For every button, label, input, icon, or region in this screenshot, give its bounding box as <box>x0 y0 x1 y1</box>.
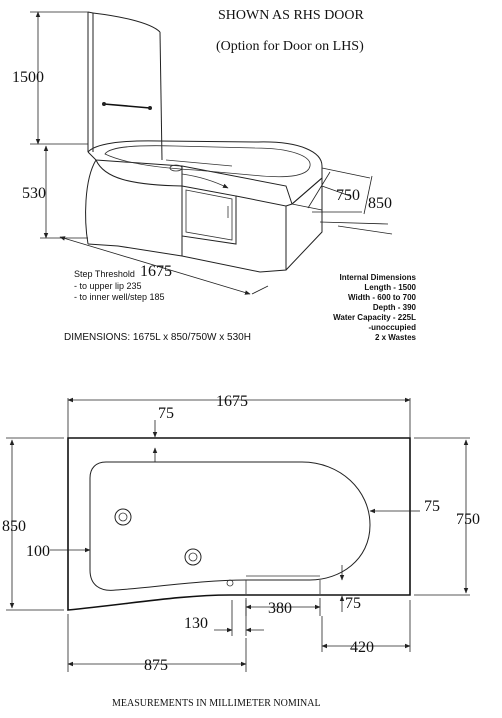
overflow-icon <box>227 580 233 586</box>
shower-screen <box>88 12 162 160</box>
plan-view <box>2 393 480 674</box>
subtitle-text: (Option for Door on LHS) <box>216 39 364 54</box>
waste-1-icon <box>115 509 131 525</box>
dim-75-top-label: 75 <box>158 405 174 422</box>
internal-dimensions-line-5: -unoccupied <box>368 323 416 332</box>
dimensions-summary: DIMENSIONS: 1675L x 850/750W x 530H <box>64 332 251 343</box>
plan-inner-bowl <box>90 462 370 590</box>
step-threshold-line-2: - to inner well/step 185 <box>74 292 165 302</box>
plan-750-dim <box>414 438 480 595</box>
internal-dimensions-note <box>333 273 416 342</box>
dim-530-label: 530 <box>22 185 46 202</box>
internal-dimensions-line-6: 2 x Wastes <box>374 333 416 342</box>
dim-1675-plan-label: 1675 <box>216 393 248 410</box>
waste-2-icon <box>185 549 201 565</box>
plan-100-dim <box>26 543 90 560</box>
internal-dimensions-line-1: Length - 1500 <box>364 283 416 292</box>
dim-130-label: 130 <box>184 615 208 632</box>
dim-850-plan-label: 850 <box>2 518 26 535</box>
plan-top-rim-dim <box>155 405 174 462</box>
internal-dimensions-line-4: Water Capacity - 225L <box>333 313 416 322</box>
plan-420-dim <box>322 600 410 656</box>
internal-dimensions-line-3: Depth - 390 <box>372 303 416 312</box>
iso-width-dims <box>292 168 392 234</box>
dim-380-label: 380 <box>268 600 292 617</box>
plan-380-dim <box>246 598 320 617</box>
plan-door-rim-dim <box>342 565 361 612</box>
plan-875-dim <box>68 614 246 674</box>
iso-height-dims <box>12 12 88 238</box>
footer-note: MEASUREMENTS IN MILLIMETER NOMINAL <box>112 698 321 709</box>
towel-rail <box>104 104 150 108</box>
dim-1500-label: 1500 <box>12 69 44 86</box>
step-threshold-line-1: - to upper lip 235 <box>74 281 142 291</box>
isometric-view <box>12 12 417 343</box>
dim-100-label: 100 <box>26 543 50 560</box>
dim-750-plan-label: 750 <box>456 511 480 528</box>
plan-length-dim <box>68 393 410 438</box>
dim-1675-iso-label: 1675 <box>140 263 172 280</box>
step-threshold-title: Step Threshold <box>74 269 135 279</box>
internal-dimensions-title: Internal Dimensions <box>339 273 416 282</box>
bath-door <box>182 186 236 244</box>
dim-75-door-label: 75 <box>345 595 361 612</box>
dim-420-label: 420 <box>350 639 374 656</box>
plan-right-rim-dim <box>370 498 440 515</box>
plan-130-dim <box>184 600 264 636</box>
internal-dimensions-line-2: Width - 600 to 700 <box>348 293 416 302</box>
dim-750-iso-label: 750 <box>336 187 360 204</box>
dim-850-iso-label: 850 <box>368 195 392 212</box>
title-text: SHOWN AS RHS DOOR <box>218 8 364 23</box>
dim-875-label: 875 <box>144 657 168 674</box>
iso-bath-body <box>86 141 322 272</box>
dim-75-right-label: 75 <box>424 498 440 515</box>
plan-850-dim <box>2 438 64 610</box>
